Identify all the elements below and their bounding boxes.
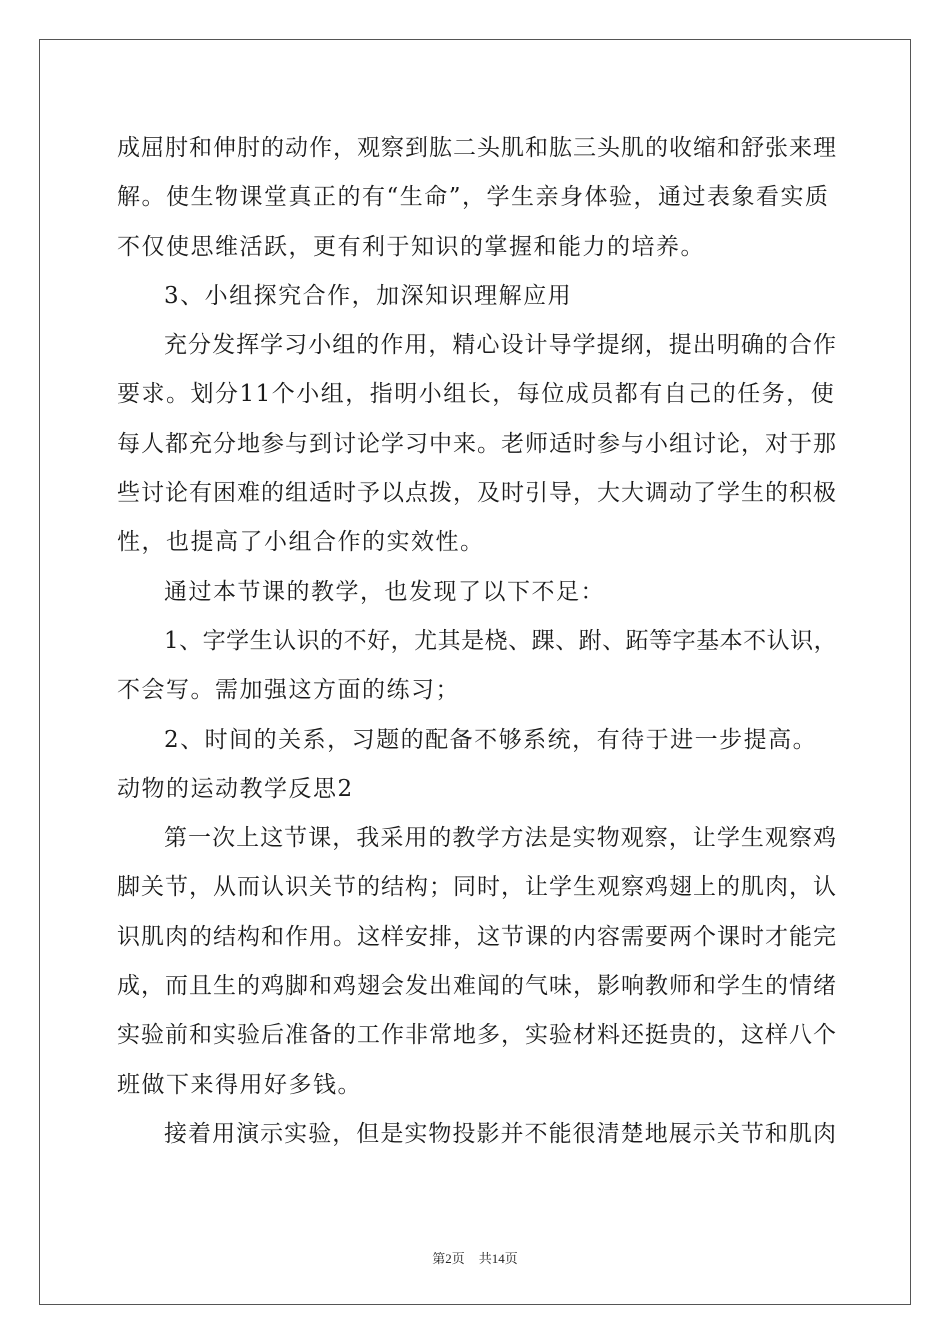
text-line: 解。使生物课堂真正的有“生命”，学生亲身体验，通过表象看实质 — [117, 184, 830, 211]
text-line: 实验前和实验后准备的工作非常地多，实验材料还挺贵的，这样八个 — [117, 1022, 837, 1049]
text-line: 每人都充分地参与到讨论学习中来。老师适时参与小组讨论，对于那 — [117, 430, 837, 457]
page-number: 第2页 — [432, 1251, 465, 1266]
text-line: 充分发挥学习小组的作用，精心设计导学提纲，提出明确的合作 — [164, 332, 837, 359]
text-line: 性，也提高了小组合作的实效性。 — [117, 529, 485, 556]
page-footer — [0, 1248, 950, 1267]
text-line: 班做下来得用好多钱。 — [117, 1071, 362, 1098]
page-total: 共14页 — [478, 1251, 518, 1266]
article-title: 动物的运动教学反思2 — [117, 775, 354, 802]
document-body — [117, 124, 837, 1159]
text-line: 识肌肉的结构和作用。这样安排，这节课的内容需要两个课时才能完 — [117, 923, 837, 950]
text-line: 些讨论有困难的组适时予以点拨，及时引导，大大调动了学生的积极 — [117, 480, 837, 507]
text-line: 成，而且生的鸡脚和鸡翅会发出难闻的气味，影响教师和学生的情绪 — [117, 973, 837, 1000]
list-item: 2、时间的关系，习题的配备不够系统，有待于进一步提高。 — [164, 726, 818, 753]
list-item: 1、字学生认识的不好，尤其是桡、踝、跗、跖等字基本不认识， — [164, 627, 838, 654]
text-line: 成屈肘和伸肘的动作，观察到肱二头肌和肱三头肌的收缩和舒张来理 — [117, 135, 837, 161]
text-line: 接着用演示实验，但是实物投影并不能很清楚地展示关节和肌肉 — [164, 1120, 837, 1147]
text-line: 脚关节，从而认识关节的结构；同时，让学生观察鸡翅上的肌肉，认 — [117, 874, 837, 901]
text-line: 不会写。需加强这方面的练习； — [117, 677, 460, 704]
text-line: 通过本节课的教学，也发现了以下不足： — [164, 578, 605, 605]
text-line: 不仅使思维活跃，更有利于知识的掌握和能力的培养。 — [117, 233, 705, 260]
text-line: 第一次上这节课，我采用的教学方法是实物观察，让学生观察鸡 — [164, 825, 837, 852]
section-heading: 3、小组探究合作，加深知识理解应用 — [164, 282, 573, 309]
text-line: 要求。划分11个小组，指明小组长，每位成员都有自己的任务，使 — [117, 381, 836, 408]
